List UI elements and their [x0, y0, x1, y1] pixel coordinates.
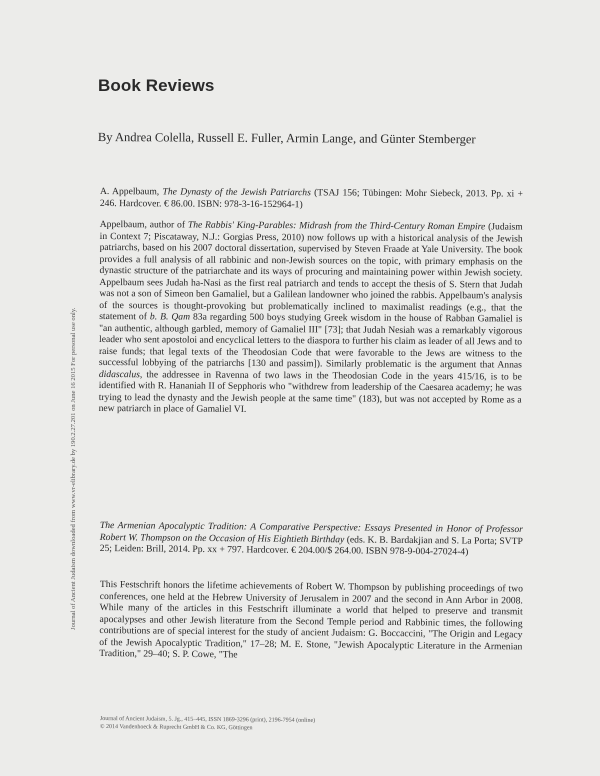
citation-details: (eds. K. B. Bardakjian and S. La Porta; SVTP 25; Leiden: Brill, 2014. Pp. xx + 797. Hardcover. € 204.00/$ 264.00. ISBN 978-9-004-27024-4): [99, 533, 523, 558]
cited-title: b. B. Qam: [149, 311, 191, 323]
review-text: Appelbaum, author of: [99, 218, 188, 231]
cited-title: didascalus: [98, 368, 140, 380]
citation-details: (TSAJ 156; Tübingen: Mohr Siebeck, 2013. Pp. xi + 246. Hardcover. € 86.00. ISBN: 978-3-16-152964-1): [99, 187, 523, 210]
review-armenian-citation: [100, 520, 523, 559]
review-appelbaum: [99, 186, 523, 417]
journal-info: Journal of Ancient Judaism, 5. Jg., 415–445, ISSN 1869-3296 (print), 2196-7954 (online): [99, 716, 316, 724]
citation-book-title: The Dynasty of the Jewish Patriarchs: [162, 186, 311, 199]
review-citation: [100, 186, 523, 212]
page-footer: [100, 716, 520, 735]
review-armenian-body: [99, 579, 523, 664]
review-body: This Festschrift honors the lifetime achievements of Robert W. Thompson by publishing proceedings of two conferences, one held at the Hebrew University of Jerusalem in 2007 and the second in Ann Arbor in 2008. While many of the articles in this Festschrift illuminate a world that helped to preserve and transmit apocalypses and other Jewish literature from the Second Temple period and Rabbinic times, the following contributions are of special interest for the study of ancient Judaism: G. Boccaccini, "The Origin and Legacy of the Jewish Apocalyptic Tradition," 17–28; M. E. Stone, "Jewish Apocalyptic Literature in the Armenian Tradition," 29–40; S. P. Cowe, "The: [99, 579, 523, 661]
review-text: 83a regarding 500 boys studying Greek wisdom in the house of Rabban Gamaliel is "an authentic, although garbled, memory of Gamaliel III" [73]; that Judah Nesiah was a remarkably vigorous leader who sent apostoloi and encyclical letters to the diaspora to further his claim as leader of all Jews and to raise funds; that legal texts of the Theodosian Code that were favorable to the Jews are witness to the successful lobbying of the patriarchs [130 and passim]). Similarly problematic is the argument that Annas: [98, 311, 523, 371]
section-title: Book Reviews: [98, 76, 215, 95]
citation-author: A. Appelbaum,: [99, 186, 160, 198]
review-text: , the addressee in Ravenna of two laws in the Theodosian Code in the years 415/16, is to be identified with R. Hananiah II of Sepphoris who "withdrew from leadership of the Caesarea academy; he was trying to lead the dynasty and the Jewish people at the same time" (183), but was not accepted by Rome as a new patriarch in place of Gamaliel VI.: [98, 368, 522, 415]
review-body: [99, 219, 523, 417]
review-authors: By Andrea Colella, Russell E. Fuller, Armin Lange, and Günter Stemberger: [97, 130, 476, 147]
cited-title: The Rabbis' King-Parables: Midrash from the Third-Century Roman Empire: [187, 219, 486, 233]
review-text: (Judaism in Context 7; Piscataway, N.J.: Gorgias Press, 2010) now follows up with a historical analysis of the Jewish patriarchs, based on his 2007 doctoral dissertation, supervised by Steven Fraade at Yale University. The book provides a full analysis of all rabbinic and non-Jewish sources on the topic, with primary emphasis on the dynastic structure of the patriarchate and its ways of procuring and maintaining power within Jewish society. Appelbaum sees Judah ha-Nasi as the first real patriarch and tends to accept the thesis of S. Stern that Judah was not a son of Simeon ben Gamaliel, but a Galilean landowner who joined the rabbis. Appelbaum's analysis of the sources is thought-provoking but problematically inclined to maximalist readings (e.g., that the statement of: [99, 221, 523, 323]
copyright: © 2014 Vandenhoeck & Ruprecht GmbH & Co. KG, Göttingen: [99, 723, 253, 731]
citation-book-title: The Armenian Apocalyptic Tradition: A Comparative Perspective: Essays Presented in Honor of Professor Robert W. Thompson on the Occasion of His Eightieth Birthday: [99, 520, 523, 545]
review-citation: [100, 520, 523, 559]
download-side-note: Journal of Ancient Judaism downloaded from www.vr-elibrary.de by 190.2.27.201 on June 16 2015 For personal use only.: [70, 307, 77, 630]
